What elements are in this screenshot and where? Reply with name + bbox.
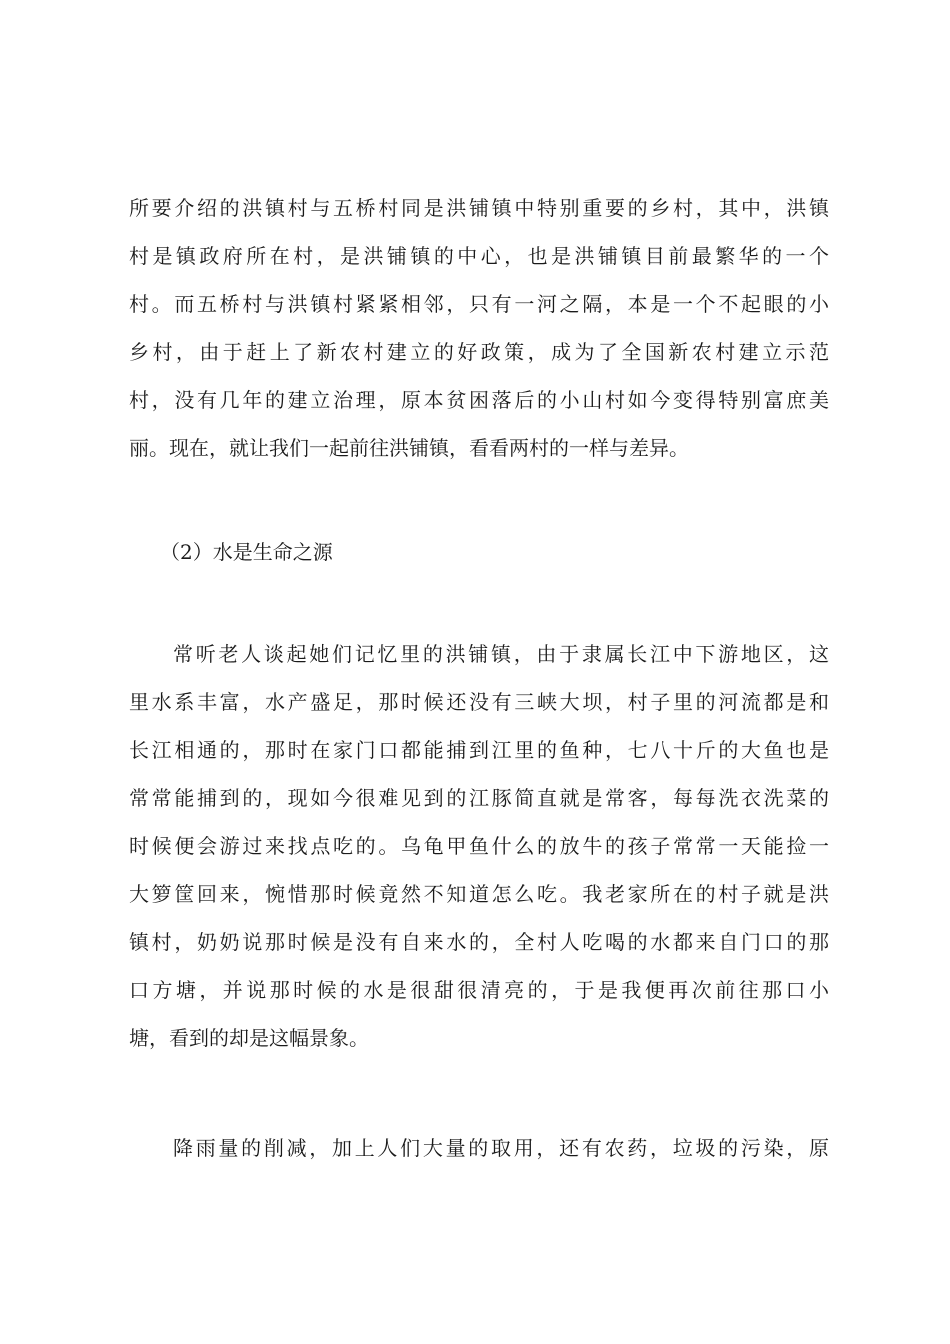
paragraph-2-line-3: 长江相通的，那时在家门口都能捕到江里的鱼种，七八十斤的大鱼也是 (129, 738, 829, 762)
paragraph-1-line-6: 丽。现在，就让我们一起前往洪铺镇，看看两村的一样与差异。 (129, 436, 689, 460)
paragraph-2-line-9: 塘，看到的却是这幅景象。 (129, 1026, 369, 1050)
paragraph-1-line-1: 所要介绍的洪镇村与五桥村同是洪铺镇中特别重要的乡村，其中，洪镇 (129, 196, 829, 220)
paragraph-2-line-2: 里水系丰富，水产盛足，那时候还没有三峡大坝，村子里的河流都是和 (129, 690, 829, 714)
paragraph-1-line-2: 村是镇政府所在村，是洪铺镇的中心，也是洪铺镇目前最繁华的一个 (129, 244, 829, 268)
paragraph-2-line-8: 口方塘，并说那时候的水是很甜很清亮的，于是我便再次前往那口小 (129, 978, 829, 1002)
paragraph-2-line-1: 常听老人谈起她们记忆里的洪铺镇，由于隶属长江中下游地区，这 (173, 642, 829, 666)
paragraph-1-line-3: 村。而五桥村与洪镇村紧紧相邻，只有一河之隔，本是一个不起眼的小 (129, 292, 829, 316)
paragraph-2-line-4: 常常能捕到的，现如今很难见到的江豚简直就是常客，每每洗衣洗菜的 (129, 786, 829, 810)
paragraph-2-line-6: 大箩筐回来，惋惜那时候竟然不知道怎么吃。我老家所在的村子就是洪 (129, 882, 829, 906)
section-heading: （2）水是生命之源 (160, 540, 333, 564)
paragraph-1-line-4: 乡村，由于赶上了新农村建立的好政策，成为了全国新农村建立示范 (129, 340, 829, 364)
paragraph-1-line-5: 村，没有几年的建立治理，原本贫困落后的小山村如今变得特别富庶美 (129, 388, 829, 412)
paragraph-3-line-1: 降雨量的削减，加上人们大量的取用，还有农药，垃圾的污染，原 (173, 1136, 829, 1160)
paragraph-2-line-5: 时候便会游过来找点吃的。乌龟甲鱼什么的放牛的孩子常常一天能捡一 (129, 834, 829, 858)
paragraph-2-line-7: 镇村，奶奶说那时候是没有自来水的，全村人吃喝的水都来自门口的那 (129, 930, 829, 954)
